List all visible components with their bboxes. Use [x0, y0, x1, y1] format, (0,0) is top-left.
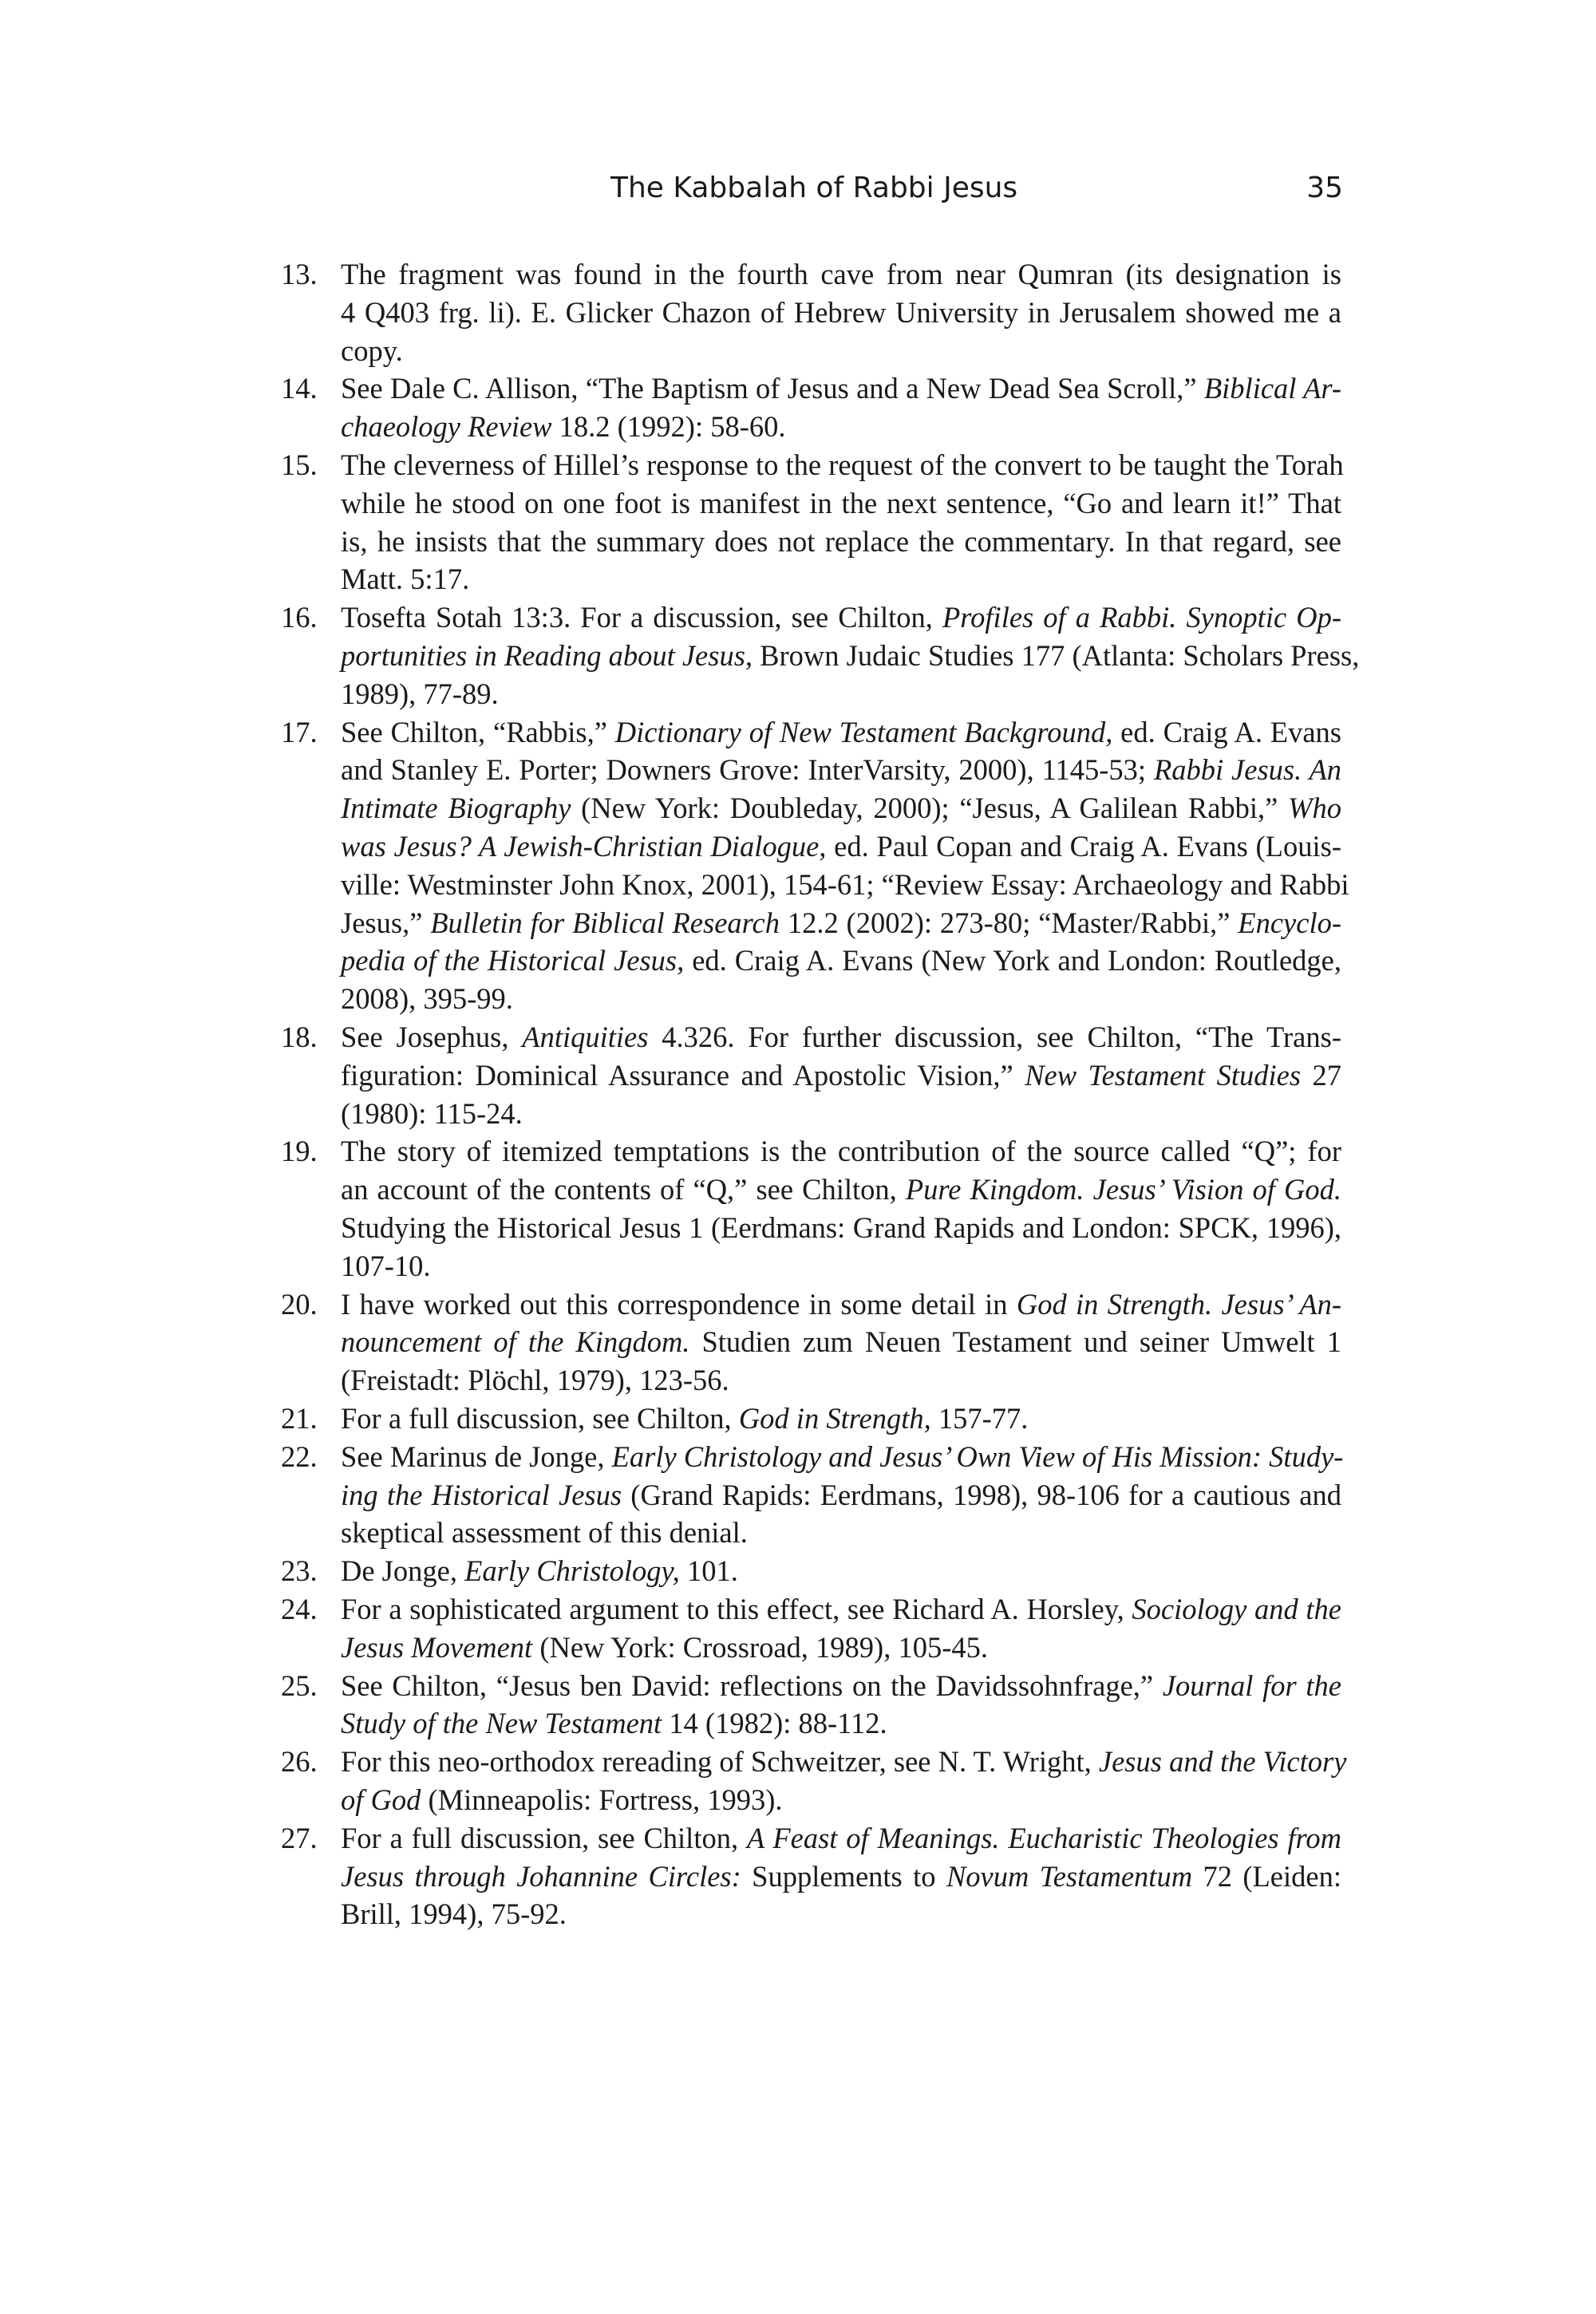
note-text-run: 1989), 77-89.	[341, 677, 499, 710]
endnote-line	[341, 523, 1341, 561]
italic-title-text: Profiles of a Rabbi. Synoptic Op-	[942, 601, 1341, 634]
note-text-run: 12.2 (2002): 273-80; “Master/Rabbi,”	[779, 906, 1238, 939]
note-text-run: (Minneapolis: Fortress, 1993).	[421, 1783, 783, 1816]
endnote-number: 22.	[281, 1439, 318, 1473]
endnote-number: 13.	[281, 258, 318, 290]
italic-title-text: Intimate Biography	[341, 792, 571, 825]
endnote-text	[341, 1438, 1344, 1552]
note-text-run: (New York: Doubleday, 2000); “Jesus, A Galilean Rabbi,”	[571, 792, 1289, 825]
endnote-line	[341, 255, 1341, 294]
endnote-text	[341, 1590, 1341, 1667]
note-text-run: and Stanley E. Porter; Downers Grove: InterVarsity, 2000), 1145-53;	[341, 753, 1154, 787]
italic-title-text: Rabbi Jesus. An	[1153, 753, 1342, 787]
endnote-line	[341, 980, 1341, 1018]
note-text-run: Matt. 5:17.	[341, 563, 470, 596]
endnote-number: 26.	[281, 1745, 318, 1779]
endnote-line	[341, 1514, 1341, 1552]
italic-title-text: of God	[341, 1783, 421, 1816]
endnote-text	[341, 255, 1341, 369]
italic-title-text: Early Christology and Jesus’ Own View of His Mission: Study-	[611, 1439, 1344, 1473]
note-text-run: skeptical assessment of this denial.	[341, 1516, 748, 1550]
endnote-line	[341, 598, 1341, 637]
note-text-run: figuration: Dominical Assurance and Apostolic Vision,”	[341, 1058, 1025, 1092]
endnote-line	[341, 751, 1341, 789]
endnote-line	[341, 1704, 1341, 1743]
note-text-run: Supplements to	[741, 1859, 946, 1893]
italic-title-text: Jesus through Johannine Circles:	[341, 1859, 741, 1893]
endnote-line	[341, 1743, 1347, 1781]
endnote-line	[341, 789, 1341, 827]
endnote-number: 24.	[281, 1593, 318, 1625]
endnote-text	[341, 1667, 1341, 1743]
endnote-line	[341, 1056, 1341, 1095]
endnote-line	[341, 369, 1341, 408]
endnote-line	[341, 1018, 1341, 1056]
note-text-run: See Marinus de Jonge,	[341, 1439, 612, 1473]
endnote-number: 21.	[281, 1402, 318, 1435]
endnote-text	[341, 1400, 1341, 1438]
note-text-run: Jesus,”	[341, 906, 431, 939]
italic-title-text: God in Strength,	[738, 1402, 931, 1435]
italic-title-text: Antiquities	[522, 1021, 649, 1053]
endnote-number: 20.	[281, 1287, 318, 1321]
note-text-run: (1980): 115-24.	[341, 1096, 523, 1130]
endnote-number: 15.	[281, 448, 318, 481]
endnote-number: 25.	[281, 1668, 318, 1702]
italic-title-text: chaeology Review	[341, 410, 552, 444]
note-text-run: ed. Paul Copan and Craig A. Evans (Louis-	[826, 829, 1341, 863]
italic-title-text: Biblical Ar-	[1203, 372, 1341, 405]
endnote-line	[341, 904, 1341, 942]
endnote-line	[341, 675, 1341, 713]
italic-title-text: portunities in Reading about Jesus,	[341, 638, 753, 672]
note-text-run: De Jonge,	[341, 1554, 465, 1588]
italic-title-text: Sociology and the	[1132, 1593, 1342, 1625]
endnote-number: 14.	[281, 372, 318, 405]
endnote-line	[341, 1247, 1341, 1285]
note-text-run: For a sophisticated argument to this effect, see Richard A. Horsley,	[341, 1593, 1132, 1625]
endnote-line	[341, 1476, 1341, 1514]
endnote-line	[341, 713, 1341, 752]
note-text-run: 72 (Leiden:	[1192, 1859, 1341, 1893]
endnote-line	[341, 1171, 1341, 1209]
endnote-line	[341, 446, 1344, 484]
endnote-number: 23.	[281, 1554, 318, 1588]
endnote-line	[341, 560, 1341, 598]
note-text-run: The cleverness of Hillel’s response to the request of the convert to be taught the Torah	[341, 448, 1344, 481]
endnote-text	[341, 369, 1341, 446]
italic-title-text: Who	[1288, 792, 1341, 825]
note-text-run: Studien zum Neuen Testament und seiner Umwelt 1	[689, 1325, 1341, 1359]
note-text-run: 2008), 395-99.	[341, 982, 513, 1016]
note-text-run: See Chilton, “Jesus ben David: reflections on the Davidssohnfrage,”	[341, 1668, 1163, 1702]
endnote-line	[341, 1095, 1341, 1133]
endnote-line	[341, 1819, 1341, 1858]
note-text-run: 4 Q403 frg. li). E. Glicker Chazon of Hebrew University in Jerusalem showed me a	[341, 295, 1341, 329]
endnote-line	[341, 484, 1341, 523]
italic-title-text: was Jesus? A Jewish-Christian Dialogue,	[341, 829, 827, 863]
italic-title-text: God in Strength. Jesus’ An-	[1016, 1287, 1341, 1321]
endnote-number: 17.	[281, 715, 318, 748]
note-text-run: 4.326. For further discussion, see Chilton, “The Trans-	[648, 1021, 1341, 1053]
endnote-line	[341, 294, 1341, 332]
endnote-line	[341, 1667, 1341, 1705]
italic-title-text: Study of the New Testament	[341, 1707, 662, 1740]
note-text-run: 18.2 (1992): 58-60.	[551, 410, 786, 444]
endnote-line	[341, 1132, 1341, 1171]
page-number: 35	[1306, 172, 1343, 204]
note-text-run: I have worked out this correspondence in some detail in	[341, 1287, 1017, 1321]
italic-title-text: pedia of the Historical Jesus,	[341, 944, 685, 977]
note-text-run: while he stood on one foot is manifest in the next sentence, “Go and learn it!” That	[341, 486, 1341, 519]
note-text-run: See Chilton, “Rabbis,”	[341, 715, 615, 748]
endnote-text	[341, 1132, 1341, 1285]
note-text-run: ville: Westminster John Knox, 2001), 154-61; “Review Essay: Archaeology and Rabbi	[341, 867, 1349, 901]
italic-title-text: Dictionary of New Testament Background,	[614, 715, 1113, 748]
endnote-text	[341, 446, 1344, 598]
endnote-line	[341, 1552, 1341, 1590]
endnote-line	[341, 1438, 1344, 1476]
italic-title-text: Jesus Movement	[341, 1630, 533, 1664]
endnote-line	[341, 1323, 1341, 1361]
note-text-run: 157-77.	[930, 1402, 1029, 1435]
italic-title-text: Pure Kingdom. Jesus’ Vision of God.	[905, 1173, 1341, 1206]
note-text-run: 101.	[679, 1554, 738, 1588]
note-text-run: 27	[1301, 1058, 1342, 1092]
endnote-line	[341, 1858, 1341, 1896]
endnote-text	[341, 713, 1349, 1018]
endnote-line	[341, 1781, 1341, 1819]
endnote-text	[341, 598, 1360, 713]
note-text-run: For this neo-orthodox rereading of Schweitzer, see N. T. Wright,	[341, 1745, 1099, 1779]
endnote-line	[341, 332, 1341, 370]
endnote-text	[341, 1743, 1347, 1819]
note-text-run: Brown Judaic Studies 177 (Atlanta: Scholars Press,	[753, 638, 1360, 672]
italic-title-text: Bulletin for Biblical Research	[430, 906, 780, 939]
endnote-text	[341, 1018, 1341, 1132]
italic-title-text: Early Christology,	[464, 1554, 680, 1588]
italic-title-text: New Testament Studies	[1025, 1058, 1302, 1092]
running-header	[610, 166, 1343, 211]
note-text-run: See Josephus,	[341, 1021, 523, 1053]
italic-title-text: Novum Testamentum	[946, 1859, 1193, 1893]
endnote-line	[341, 1629, 1341, 1667]
italic-title-text: Journal for the	[1162, 1668, 1341, 1702]
endnote-number: 27.	[281, 1821, 318, 1854]
note-text-run: See Dale C. Allison, “The Baptism of Jesus and a New Dead Sea Scroll,”	[341, 372, 1204, 405]
endnote-line	[341, 408, 1341, 446]
note-text-run: (New York: Crossroad, 1989), 105-45.	[532, 1630, 988, 1664]
italic-title-text: Encyclo-	[1238, 906, 1341, 939]
italic-title-text: nouncement of the Kingdom.	[341, 1325, 690, 1359]
endnote-number: 19.	[281, 1135, 318, 1168]
endnote-line	[341, 1209, 1341, 1247]
endnote-line	[341, 942, 1341, 980]
note-text-run: is, he insists that the summary does not replace the commentary. In that regard, see	[341, 524, 1341, 558]
running-title: The Kabbalah of Rabbi Jesus	[610, 172, 1018, 204]
note-text-run: The story of itemized temptations is the contribution of the source called “Q”; for	[341, 1135, 1341, 1168]
italic-title-text: ing the Historical Jesus	[341, 1478, 622, 1511]
endnote-text	[341, 1819, 1341, 1933]
italic-title-text: A Feast of Meanings. Eucharistic Theologies from	[746, 1821, 1342, 1854]
endnote-line	[341, 1285, 1341, 1324]
note-text-run: Brill, 1994), 75-92.	[341, 1897, 567, 1931]
note-text-run: ed. Craig A. Evans (New York and London: Routledge,	[684, 944, 1341, 977]
endnote-line	[341, 1361, 1341, 1400]
italic-title-text: Jesus and the Victory	[1098, 1745, 1347, 1779]
endnote-line	[341, 866, 1349, 904]
endnote-text	[341, 1285, 1341, 1400]
note-text-run: 107-10.	[341, 1249, 431, 1282]
note-text-run: copy.	[341, 334, 403, 367]
endnote-text	[341, 1552, 1341, 1590]
endnote-number: 18.	[281, 1021, 318, 1053]
endnote-line	[341, 1590, 1341, 1629]
endnote-line	[341, 1400, 1341, 1438]
note-text-run: For a full discussion, see Chilton,	[341, 1402, 739, 1435]
note-text-run: (Grand Rapids: Eerdmans, 1998), 98-106 for a cautious and	[622, 1478, 1341, 1511]
note-text-run: Tosefta Sotah 13:3. For a discussion, see Chilton,	[341, 601, 943, 634]
note-text-run: ed. Craig A. Evans	[1112, 715, 1341, 748]
endnote-line	[341, 827, 1341, 866]
endnote-line	[341, 637, 1360, 675]
note-text-run: (Freistadt: Plöchl, 1979), 123-56.	[341, 1364, 729, 1397]
note-text-run: Studying the Historical Jesus 1 (Eerdmans: Grand Rapids and London: SPCK, 1996),	[341, 1210, 1341, 1244]
endnote-number: 16.	[281, 601, 318, 634]
note-text-run: For a full discussion, see Chilton,	[341, 1821, 747, 1854]
note-text-run: an account of the contents of “Q,” see Chilton,	[341, 1173, 906, 1206]
endnote-line	[341, 1895, 1341, 1933]
note-text-run: The fragment was found in the fourth cave from near Qumran (its designation is	[341, 258, 1341, 290]
note-text-run: 14 (1982): 88-112.	[662, 1707, 887, 1740]
